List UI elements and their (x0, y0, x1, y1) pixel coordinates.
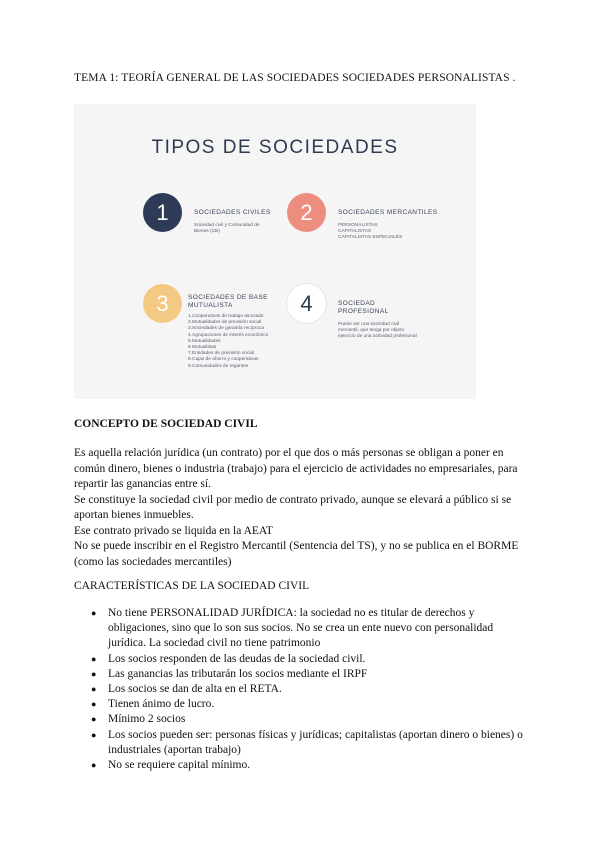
document-title: TEMA 1: TEORÍA GENERAL DE LAS SOCIEDADES SOCIEDADES PERSONALISTAS . (74, 72, 516, 84)
concept-paragraph: No se puede inscribir en el Registro Mercantil (Sentencia del TS), y no se publica en el BORME (como las sociedades mercantiles) (74, 540, 519, 568)
quadrant-title-mutualista: SOCIEDADES DE BASE MUTUALISTA (188, 294, 268, 309)
number-badge-3: 3 (143, 284, 182, 323)
quadrant-body-mercantiles: PERSONALISTAS CAPITALISTAS CAPITALISTAS ESPECIALES (338, 223, 403, 241)
list-item: ● Tienen ánimo de lucro. (91, 698, 215, 711)
characteristics-list (74, 606, 534, 773)
list-item: ● Los socios responden de las deudas de la sociedad civil. (91, 652, 366, 665)
concept-text (74, 446, 528, 570)
tipos-de-sociedades-figure (74, 104, 476, 399)
quadrant-body-profesional: Puede ser una sociedad civil mercantil, que tenga por objeto ejercicio de una actividad profesional (338, 322, 417, 340)
number-badge-2: 2 (287, 193, 326, 232)
list-item: ● Los socios pueden ser: personas físicas y jurídicas; capitalistas (aportan dinero o bienes) o industriales (aportan trabajo) (91, 728, 523, 756)
concept-heading: CONCEPTO DE SOCIEDAD CIVIL (74, 418, 258, 430)
list-item: ● No se requiere capital mínimo. (91, 759, 251, 772)
quadrant-title-mercantiles: SOCIEDADES MERCANTILES (338, 209, 438, 216)
quadrant-body-mutualista: 1.Cooperativas de trabajo asociado 2.Mutualidades de previsión social 3.Sociedades de garantía recíproca 4.Agrupaciones de interés económico 5.Mutualidades 6.Mutualistas 7.Entidades de previsión social 8.Cajas de ahorro y cooperativas 9.Comunidades de regantes (188, 314, 269, 369)
concept-paragraph: Ese contrato privado se liquida en la AEAT (74, 524, 273, 537)
number-badge-1: 1 (143, 193, 182, 232)
list-item: ● Mínimo 2 socios (91, 713, 186, 726)
quadrant-body-civiles: Sociedad civil y Comunidad de Bienes (CB) (194, 223, 260, 235)
list-item: ● No tiene PERSONALIDAD JURÍDICA: la sociedad no es titular de derechos y obligaciones, sino que lo son sus socios. No se crea un ente nuevo con personalidad jurídica. La sociedad civil no tiene patrimonio (91, 607, 494, 650)
quadrant-title-civiles: SOCIEDADES CIVILES (194, 209, 271, 216)
concept-paragraph: Es aquella relación jurídica (un contrato) por el que dos o más personas se obligan a poner en común dinero, bienes o industria (trabajo) para el ejercicio de actividades no empresariales, para repartir las ganancias entre sí. (74, 447, 518, 490)
figure-title: TIPOS DE SOCIEDADES (151, 137, 399, 158)
quadrant-title-profesional: SOCIEDAD PROFESIONAL (338, 300, 389, 315)
characteristics-heading: CARACTERÍSTICAS DE LA SOCIEDAD CIVIL (74, 580, 310, 592)
list-item: ● Las ganancias las tributarán los socios mediante el IRPF (91, 667, 368, 680)
concept-paragraph: Se constituye la sociedad civil por medio de contrato privado, aunque se elevará a público si se aportan bienes inmuebles. (74, 493, 512, 521)
number-badge-4: 4 (287, 284, 326, 323)
list-item: ● Los socios se dan de alta en el RETA. (91, 683, 282, 696)
